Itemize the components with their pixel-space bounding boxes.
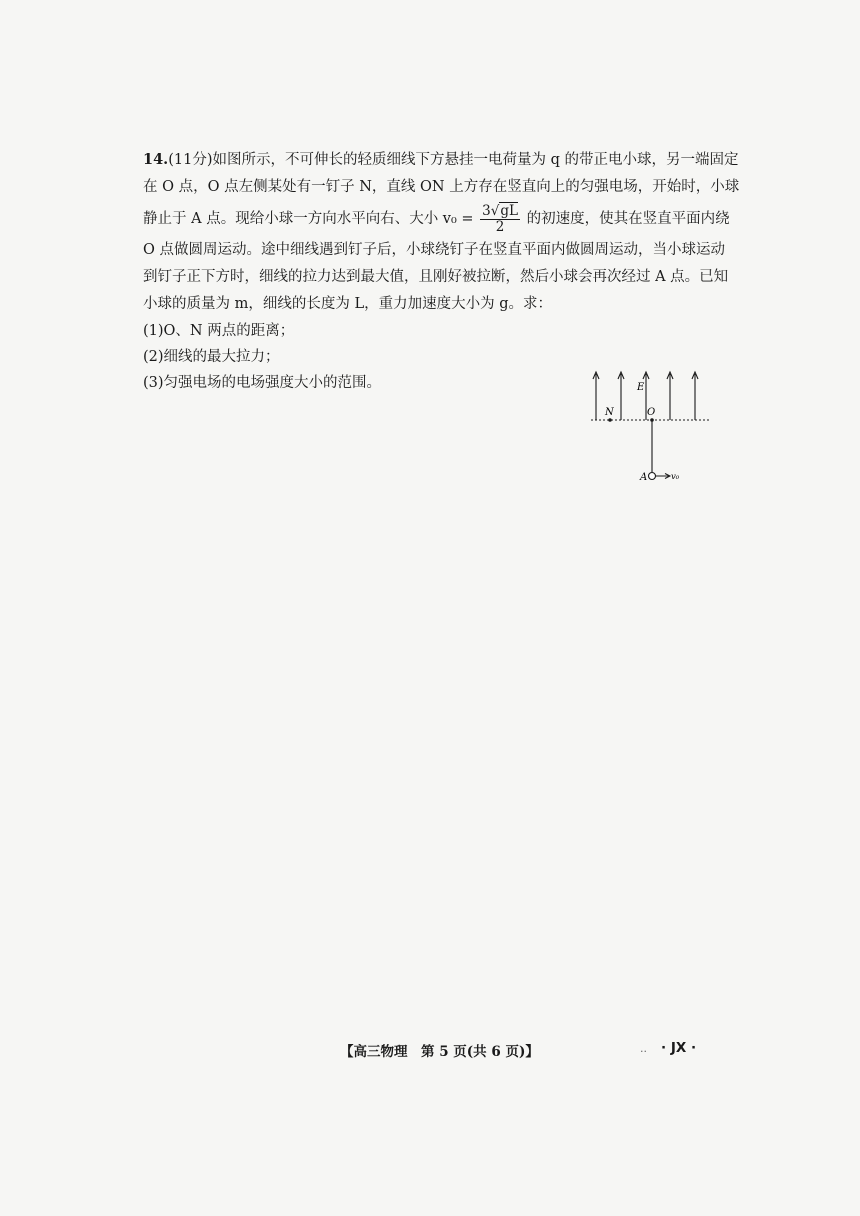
problem-line-2: 在 O 点，O 点左侧某处有一钉子 N，直线 ON 上方存在竖直向上的匀强电场，开始时，小球 bbox=[143, 179, 740, 195]
footer-code-text: · JX · bbox=[661, 1040, 697, 1056]
field-diagram bbox=[585, 364, 715, 494]
sub-question-2: (2)细线的最大拉力； bbox=[143, 349, 280, 365]
problem-text: 的初速度，使其在竖直平面内绕 bbox=[526, 211, 730, 227]
footer-mark: .. bbox=[640, 1042, 647, 1055]
label-v0: v₀ bbox=[671, 472, 680, 482]
question-number: 14. bbox=[143, 151, 169, 168]
problem-line-6: 小球的质量为 m，细线的长度为 L，重力加速度大小为 g。求： bbox=[143, 296, 552, 312]
fraction-numerator: 3√gL bbox=[482, 202, 518, 219]
page-footer bbox=[0, 1040, 860, 1064]
sub-question-3: (3)匀强电场的电场强度大小的范围。 bbox=[143, 375, 382, 391]
sub-question-1: (1)O、N 两点的距离； bbox=[143, 323, 295, 339]
label-E: E bbox=[637, 382, 645, 393]
nail-point bbox=[608, 418, 612, 422]
numerator-coefficient: 3 bbox=[482, 202, 491, 219]
problem-text: 静止于 A 点。现给小球一方向水平向右、大小 v₀ = bbox=[143, 211, 474, 227]
label-O: O bbox=[647, 407, 656, 418]
problem-14 bbox=[143, 146, 740, 396]
question-score: (11分) bbox=[168, 152, 213, 168]
label-N: N bbox=[605, 407, 614, 418]
label-A: A bbox=[640, 472, 648, 483]
problem-line-1 bbox=[143, 146, 739, 174]
footer-code bbox=[640, 1040, 696, 1056]
problem-line-5: 到钉子正下方时，细线的拉力达到最大值，且刚好被拉断，然后小球会再次经过 A 点。已知 bbox=[143, 269, 729, 285]
velocity-fraction bbox=[480, 204, 520, 235]
problem-line-3 bbox=[143, 201, 730, 237]
fraction-denominator: 2 bbox=[495, 218, 505, 235]
footer-page-info: 【高三物理 第 5 页(共 6 页)】 bbox=[340, 1044, 539, 1060]
ball bbox=[649, 473, 656, 480]
problem-text: 如图所示，不可伸长的轻质细线下方悬挂一电荷量为 q 的带正电小球，另一端固定 bbox=[212, 152, 739, 168]
problem-line-4: O 点做圆周运动。途中细线遇到钉子后，小球绕钉子在竖直平面内做圆周运动，当小球运动 bbox=[143, 242, 725, 258]
radicand: gL bbox=[500, 202, 518, 219]
